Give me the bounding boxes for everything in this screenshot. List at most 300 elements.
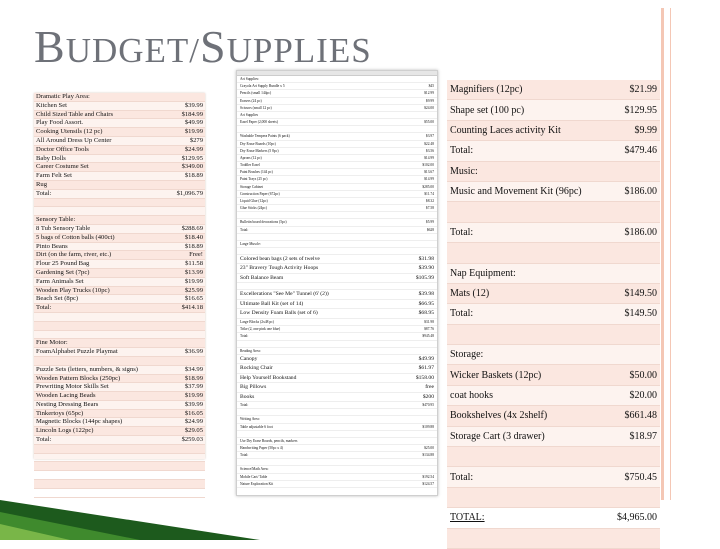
item-label: Art Supplies [240, 112, 259, 117]
table-row [34, 357, 205, 366]
item-value: $134.88 [422, 453, 434, 458]
table-row [34, 251, 205, 260]
item-label: Magnetic Blocks (144pc shapes) [36, 418, 123, 426]
table-row [34, 410, 205, 419]
item-value: $186.00 [624, 226, 657, 238]
table-row [34, 295, 205, 304]
table-row [447, 121, 660, 141]
item-value: $39.98 [418, 291, 434, 298]
item-label: Nap Equipment: [450, 267, 516, 279]
table-row [237, 98, 437, 105]
table-row [237, 326, 437, 333]
item-label: Play Food Assort. [36, 119, 84, 127]
table-row [237, 198, 437, 205]
item-label: Mobile Cart/ Table [240, 474, 268, 479]
item-label: TOTAL: [450, 512, 485, 524]
table-row [34, 480, 205, 489]
item-value: $68.95 [418, 310, 434, 317]
table-row [34, 172, 205, 181]
item-label: Music: [450, 165, 478, 177]
table-row [237, 309, 437, 319]
item-label: Pinto Beans [36, 242, 68, 250]
table-row [237, 424, 437, 431]
table-row [34, 199, 205, 208]
item-label: Total: [450, 308, 474, 320]
item-value: $129.95 [181, 154, 203, 162]
item-value: $19.99 [184, 277, 203, 285]
table-row [447, 488, 660, 508]
item-label: Dry Erase Markers (5 8pc) [240, 148, 279, 153]
table-row [237, 300, 437, 310]
table-row [34, 418, 205, 427]
table-row [237, 76, 437, 83]
item-value: $945.48 [422, 334, 434, 339]
table-row [237, 191, 437, 198]
table-row [237, 348, 437, 355]
item-label: Ultimate Ball Kit (set of 14) [240, 300, 304, 307]
item-label: Soft Balance Beam [240, 274, 284, 281]
table-row [34, 146, 205, 155]
item-value: Free! [189, 251, 203, 259]
item-value: $24.00 [424, 105, 434, 110]
table-row [237, 383, 437, 393]
table-row [237, 402, 437, 409]
item-value: $149.50 [624, 308, 657, 320]
table-row [237, 155, 437, 162]
table-row [447, 386, 660, 406]
item-value: $50.00 [629, 369, 657, 381]
item-value: $25.00 [424, 445, 434, 450]
item-label: Table adjustable 6 foot [240, 424, 273, 429]
table-row [447, 223, 660, 243]
decorative-line [670, 8, 671, 500]
table-row [34, 304, 205, 313]
item-value: $18.89 [184, 172, 203, 180]
table-row [447, 284, 660, 304]
item-value: $470.95 [422, 403, 434, 408]
item-value: $8.32 [425, 199, 434, 203]
item-value: $3.56 [425, 148, 434, 153]
item-value: $39.99 [184, 101, 203, 109]
item-label: Aprons (12 pc) [240, 155, 262, 160]
item-value: $414.18 [181, 304, 203, 312]
table-row [237, 90, 437, 97]
item-label: Flour 25 Pound Bag [36, 260, 90, 268]
item-label: Counting Laces activity Kit [450, 124, 561, 136]
item-label: Total: [450, 471, 474, 483]
item-label: Lincoln Logs (122pc) [36, 427, 94, 435]
table-row [34, 216, 205, 225]
item-label: Storage Cart (3 drawer) [450, 430, 545, 442]
table-row [237, 438, 437, 445]
table-row [237, 264, 437, 274]
item-value: $349.00 [181, 163, 203, 171]
item-label: Glue Sticks (24pc) [240, 206, 267, 211]
item-label: Crayola Art Supply Bundle x 5 [240, 84, 285, 89]
table-row [447, 182, 660, 202]
table-row [237, 452, 437, 459]
table-row [34, 454, 205, 463]
decorative-wedge [0, 524, 70, 540]
item-value: $186.00 [624, 186, 657, 198]
item-label: Washable Tempera Paints (6 pack) [240, 134, 290, 139]
item-value: $19.99 [184, 392, 203, 400]
item-value: $29.05 [184, 427, 203, 435]
item-label: Total: [240, 453, 249, 458]
item-value: $19.99 [184, 128, 203, 136]
item-value: $109.88 [422, 424, 434, 429]
item-value: $16.65 [184, 295, 203, 303]
item-label: Nature Exploration Kit [240, 481, 274, 486]
item-label: Farm Felt Set [36, 172, 72, 180]
item-label: Wooden Pattern Blocks (250pc) [36, 374, 121, 382]
item-label: Wooden Lacing Beads [36, 392, 96, 400]
item-value: $31.98 [424, 319, 434, 324]
table-row [237, 283, 437, 290]
item-label: Child Sized Table and Chairs [36, 110, 114, 118]
item-label: Colored bean bags (2 sets of twelve [240, 255, 320, 262]
table-row [447, 162, 660, 182]
table-row [237, 112, 437, 119]
item-label: Dramatic Play Area: [36, 93, 90, 100]
table-row [237, 374, 437, 384]
table-row [237, 169, 437, 176]
item-label: Kitchen Set [36, 101, 67, 109]
item-label: coat hooks [450, 390, 494, 402]
item-value: $628 [426, 227, 434, 232]
table-row [34, 436, 205, 445]
item-value: $34.99 [184, 365, 203, 373]
item-label: Toddler Easel [240, 163, 260, 168]
item-label: Gardening Set (7pc) [36, 268, 90, 276]
item-value: $18.40 [184, 233, 203, 241]
table-row [237, 212, 437, 219]
item-label: Excellerations "See Me" Tunnel (6' (2)) [240, 291, 329, 298]
table-row [34, 102, 205, 111]
item-label: Bulletin board decorations (5pc) [240, 220, 287, 225]
item-label: Sensory Table: [36, 216, 76, 224]
table-row [447, 345, 660, 365]
item-value: $158.00 [415, 374, 434, 381]
item-label: Use Dry Erase Boards, pencils, markers [240, 438, 298, 443]
budget-table-2 [236, 70, 438, 496]
item-value: $124.57 [422, 481, 434, 486]
table-row [447, 406, 660, 426]
table-row [34, 243, 205, 252]
item-value: $9.99 [425, 98, 434, 103]
item-value: $31.98 [418, 255, 434, 262]
table-row [237, 141, 437, 148]
item-value: $5.99 [425, 220, 434, 225]
item-label: Low Density Foam Balls (set of 6) [240, 310, 318, 317]
item-label: Big Pillows [240, 384, 267, 391]
item-label: FoamAlphabet Puzzle Playmat [36, 348, 118, 356]
page-title: BUDGET/SUPPLIES [34, 21, 372, 72]
table-row [237, 255, 437, 265]
item-value: $13.99 [184, 268, 203, 276]
item-value: $24.99 [184, 418, 203, 426]
table-row [34, 207, 205, 216]
item-label: Doctor Office Tools [36, 145, 89, 153]
table-row [237, 445, 437, 452]
table-row [34, 331, 205, 340]
item-value: $105.99 [415, 274, 434, 281]
table-row [237, 162, 437, 169]
item-label: Total: [36, 436, 52, 444]
table-row [447, 365, 660, 385]
table-row [34, 383, 205, 392]
table-row [237, 105, 437, 112]
item-value: $11.58 [185, 260, 203, 268]
table-row [237, 416, 437, 423]
table-row [34, 269, 205, 278]
table-row [34, 181, 205, 190]
item-label: Books [240, 393, 255, 400]
item-label: 5 bags of Cotton balls (400ct) [36, 233, 115, 241]
item-label: Rug [36, 180, 47, 188]
item-value: $102.00 [422, 163, 434, 168]
item-label: Total: [36, 189, 52, 197]
table-row [237, 481, 437, 488]
table-row [34, 339, 205, 348]
item-value: $11.74 [424, 191, 434, 196]
item-label: Canopy [240, 355, 258, 362]
table-row [237, 83, 437, 90]
table-row [447, 100, 660, 120]
item-value: $36.99 [184, 348, 203, 356]
table-row [447, 80, 660, 100]
item-label: Scissors (small 12 pc) [240, 105, 272, 110]
item-value: $39.99 [184, 400, 203, 408]
item-label: Writing Area: [240, 417, 260, 422]
table-row [237, 119, 437, 126]
table-row [447, 427, 660, 447]
item-label: Easel Paper (2,000 sheets) [240, 120, 278, 125]
table-row [34, 445, 205, 454]
table-row [34, 427, 205, 436]
item-value: $750.45 [624, 471, 657, 483]
item-label: Large Blocks (2x48 pc) [240, 319, 274, 324]
item-label: Art Supplies: [240, 77, 260, 81]
item-label: Music and Movement Kit (96pc) [450, 186, 582, 198]
item-label: Beach Set (8pc) [36, 295, 79, 303]
item-value: $4,965.00 [617, 512, 657, 524]
table-row [447, 467, 660, 487]
item-value: $12.99 [424, 91, 434, 96]
item-value: $18.97 [629, 430, 657, 442]
item-value: free [425, 384, 434, 391]
item-value: $3.97 [425, 134, 434, 139]
item-value: $49.99 [184, 119, 203, 127]
table-row [34, 260, 205, 269]
table-row [34, 278, 205, 287]
item-label: Storage: [450, 349, 484, 361]
item-label: Total: [36, 304, 52, 312]
item-value: $22.48 [424, 141, 434, 146]
item-value: $14.99 [424, 155, 434, 160]
item-label: Wooden Play Trucks (10pc) [36, 286, 110, 294]
item-label: Liquid Glue (12pc) [240, 199, 268, 203]
item-label: Career Costume Set [36, 163, 89, 171]
table-row [447, 325, 660, 345]
table-row [237, 393, 437, 403]
item-value: $7.58 [425, 206, 434, 211]
table-row [34, 287, 205, 296]
item-value: $49.99 [418, 355, 434, 362]
item-label: Wicker Baskets (12pc) [450, 369, 542, 381]
table-row [237, 184, 437, 191]
item-value: $24.99 [184, 145, 203, 153]
item-label: Paint Brushes (144 pc) [240, 170, 273, 175]
table-row [34, 225, 205, 234]
item-label: Total: [240, 403, 249, 408]
table-row [237, 355, 437, 365]
table-row [34, 155, 205, 164]
table-row [237, 241, 437, 248]
item-value: $45 [428, 84, 434, 89]
item-label: Handwriting Paper (50pc x 4) [240, 445, 283, 450]
item-label: Prewriting Motor Skills Set [36, 383, 109, 391]
table-row [34, 322, 205, 331]
item-value: $9.99 [634, 124, 657, 136]
table-row [34, 348, 205, 357]
table-row [34, 471, 205, 480]
table-row [237, 274, 437, 284]
item-label: Total: [240, 227, 249, 232]
table-row [447, 304, 660, 324]
table-row [34, 128, 205, 137]
item-label: Nesting Dressing Bears [36, 400, 99, 408]
item-value: $288.69 [181, 224, 203, 232]
item-label: Help Yourself Bookstand [240, 374, 297, 381]
table-row [34, 375, 205, 384]
item-label: Baby Dolls [36, 154, 66, 162]
table-row [447, 447, 660, 467]
item-label: Total: [240, 334, 249, 339]
table-row [447, 264, 660, 284]
item-value: $18.89 [184, 242, 203, 250]
table-row [237, 234, 437, 241]
item-label: Total: [450, 145, 474, 157]
item-value: $259.03 [181, 436, 203, 444]
item-value: $61.97 [418, 365, 434, 372]
table-row [34, 392, 205, 401]
table-row [34, 190, 205, 199]
item-value: $39.90 [418, 265, 434, 272]
item-value: $25.99 [184, 286, 203, 294]
item-label: Erasers (24 pc) [240, 98, 262, 103]
item-value: $661.48 [624, 410, 657, 422]
table-row [237, 341, 437, 348]
item-label: 8 Tub Sensory Table [36, 224, 91, 232]
table-row [237, 466, 437, 473]
item-label: Fine Motor: [36, 339, 68, 347]
table-row [237, 227, 437, 234]
budget-table-3 [447, 80, 660, 524]
table-row [237, 176, 437, 183]
item-value: $18.99 [184, 374, 203, 382]
table-row [447, 529, 660, 549]
item-label: Science/Math Area: [240, 467, 269, 472]
item-label: Dry Erase Boards (10pc) [240, 141, 276, 146]
table-row [237, 219, 437, 226]
table-row [237, 333, 437, 340]
item-label: Construction Paper (672pc) [240, 191, 280, 196]
table-row [447, 243, 660, 263]
item-label: Rocking Chair [240, 365, 273, 372]
table-row [447, 141, 660, 161]
item-label: All Around Dress Up Center [36, 136, 112, 144]
item-label: Shape set (100 pc) [450, 104, 525, 116]
item-label: Dirt (on the farm, river, etc.) [36, 251, 112, 259]
item-value: $13.67 [424, 170, 434, 175]
table-row [237, 148, 437, 155]
table-row [237, 290, 437, 300]
item-label: 23" Bravery Tough Activity Hoops [240, 265, 319, 272]
table-row [34, 489, 205, 498]
decorative-line [661, 8, 664, 500]
table-row [447, 508, 660, 528]
item-label: Pencils (small 144pc) [240, 91, 272, 96]
item-value: $16.05 [184, 409, 203, 417]
item-value: $184.99 [181, 110, 203, 118]
item-label: Trike (2, one pink one blue) [240, 327, 281, 332]
item-value: $285.00 [422, 184, 434, 189]
item-value: $479.46 [624, 145, 657, 157]
table-row [237, 319, 437, 326]
table-row [34, 163, 205, 172]
budget-table-1 [34, 93, 205, 459]
item-label: Storage Cabinet [240, 184, 264, 189]
table-row [34, 111, 205, 120]
item-value: $20.00 [629, 390, 657, 402]
item-value: $200 [422, 393, 434, 400]
item-label: Large Muscle: [240, 241, 261, 246]
table-row [34, 119, 205, 128]
table-row [34, 366, 205, 375]
item-value: $279 [189, 136, 203, 144]
table-row [237, 133, 437, 140]
item-value: $21.99 [629, 84, 657, 96]
item-label: Reading Area: [240, 348, 261, 353]
item-label: Magnifiers (12pc) [450, 84, 523, 96]
item-label: Total: [450, 226, 474, 238]
item-value: $149.50 [624, 288, 657, 300]
item-label: Paint Trays (25 pc) [240, 177, 268, 182]
item-value: $87.76 [424, 327, 434, 332]
item-value: $66.95 [418, 300, 434, 307]
table-row [237, 205, 437, 212]
item-label: Puzzle Sets (letters, numbers, & signs) [36, 365, 139, 373]
item-value: $55.00 [424, 120, 434, 125]
item-value: $14.99 [424, 177, 434, 182]
item-label: Tinkertoys (65pc) [36, 409, 84, 417]
table-row [34, 137, 205, 146]
table-row [237, 459, 437, 466]
table-row [237, 409, 437, 416]
item-value: $192.54 [422, 474, 434, 479]
table-row [237, 431, 437, 438]
item-label: Bookshelves (4x 2shelf) [450, 410, 548, 422]
item-value: $1,096.79 [176, 189, 203, 197]
table-row [34, 401, 205, 410]
table-row [237, 364, 437, 374]
table-row [237, 248, 437, 255]
item-label: Mats (12) [450, 288, 490, 300]
item-label: Cooking Utensils (12 pc) [36, 128, 103, 136]
table-row [237, 474, 437, 481]
table-row [34, 93, 205, 102]
